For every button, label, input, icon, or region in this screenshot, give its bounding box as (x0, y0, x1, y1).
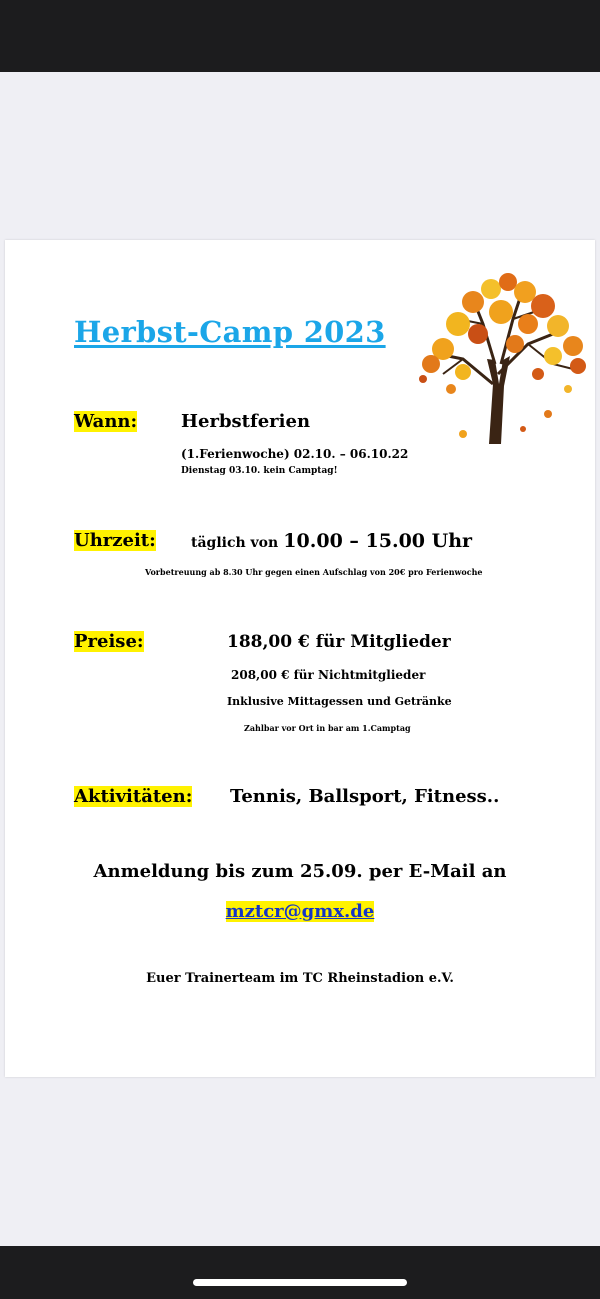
price-members: 188,00 € für Mitglieder (227, 632, 451, 652)
email-link[interactable]: mztcr@gmx.de (225, 901, 375, 922)
uhrzeit-note: Vorbetreuung ab 8.30 Uhr gegen einen Aufschlag von 20€ pro Ferienwoche (145, 567, 483, 577)
wann-label: Wann: (74, 411, 138, 432)
flyer-title: Herbst-Camp 2023 (74, 315, 386, 349)
home-indicator[interactable] (193, 1279, 407, 1286)
uhrzeit-value (191, 530, 472, 552)
anmeldung-text: Anmeldung bis zum 25.09. per E-Mail an (93, 861, 507, 882)
wann-value: Herbstferien (181, 411, 311, 432)
wann-note: Dienstag 03.10. kein Camptag! (181, 466, 338, 476)
email-wrapper (5, 901, 595, 922)
price-inclusive: Inklusive Mittagessen und Getränke (227, 695, 452, 708)
status-bar (0, 0, 600, 72)
bottom-bar (0, 1246, 600, 1299)
uhrzeit-prefix: täglich von (191, 535, 279, 551)
aktivitaeten-label: Aktivitäten: (74, 786, 193, 807)
aktivitaeten-value: Tennis, Ballsport, Fitness.. (230, 786, 500, 807)
price-payment: Zahlbar vor Ort in bar am 1.Camptag (244, 723, 411, 733)
signature: Euer Trainerteam im TC Rheinstadion e.V. (146, 971, 454, 986)
autumn-tree-icon (403, 264, 593, 449)
preise-label: Preise: (74, 631, 144, 652)
flyer-page (5, 240, 595, 1077)
price-nonmembers: 208,00 € für Nichtmitglieder (231, 668, 426, 682)
uhrzeit-label: Uhrzeit: (74, 530, 156, 551)
uhrzeit-time: 10.00 – 15.00 Uhr (283, 530, 473, 552)
wann-dates: (1.Ferienwoche) 02.10. – 06.10.22 (181, 447, 409, 461)
